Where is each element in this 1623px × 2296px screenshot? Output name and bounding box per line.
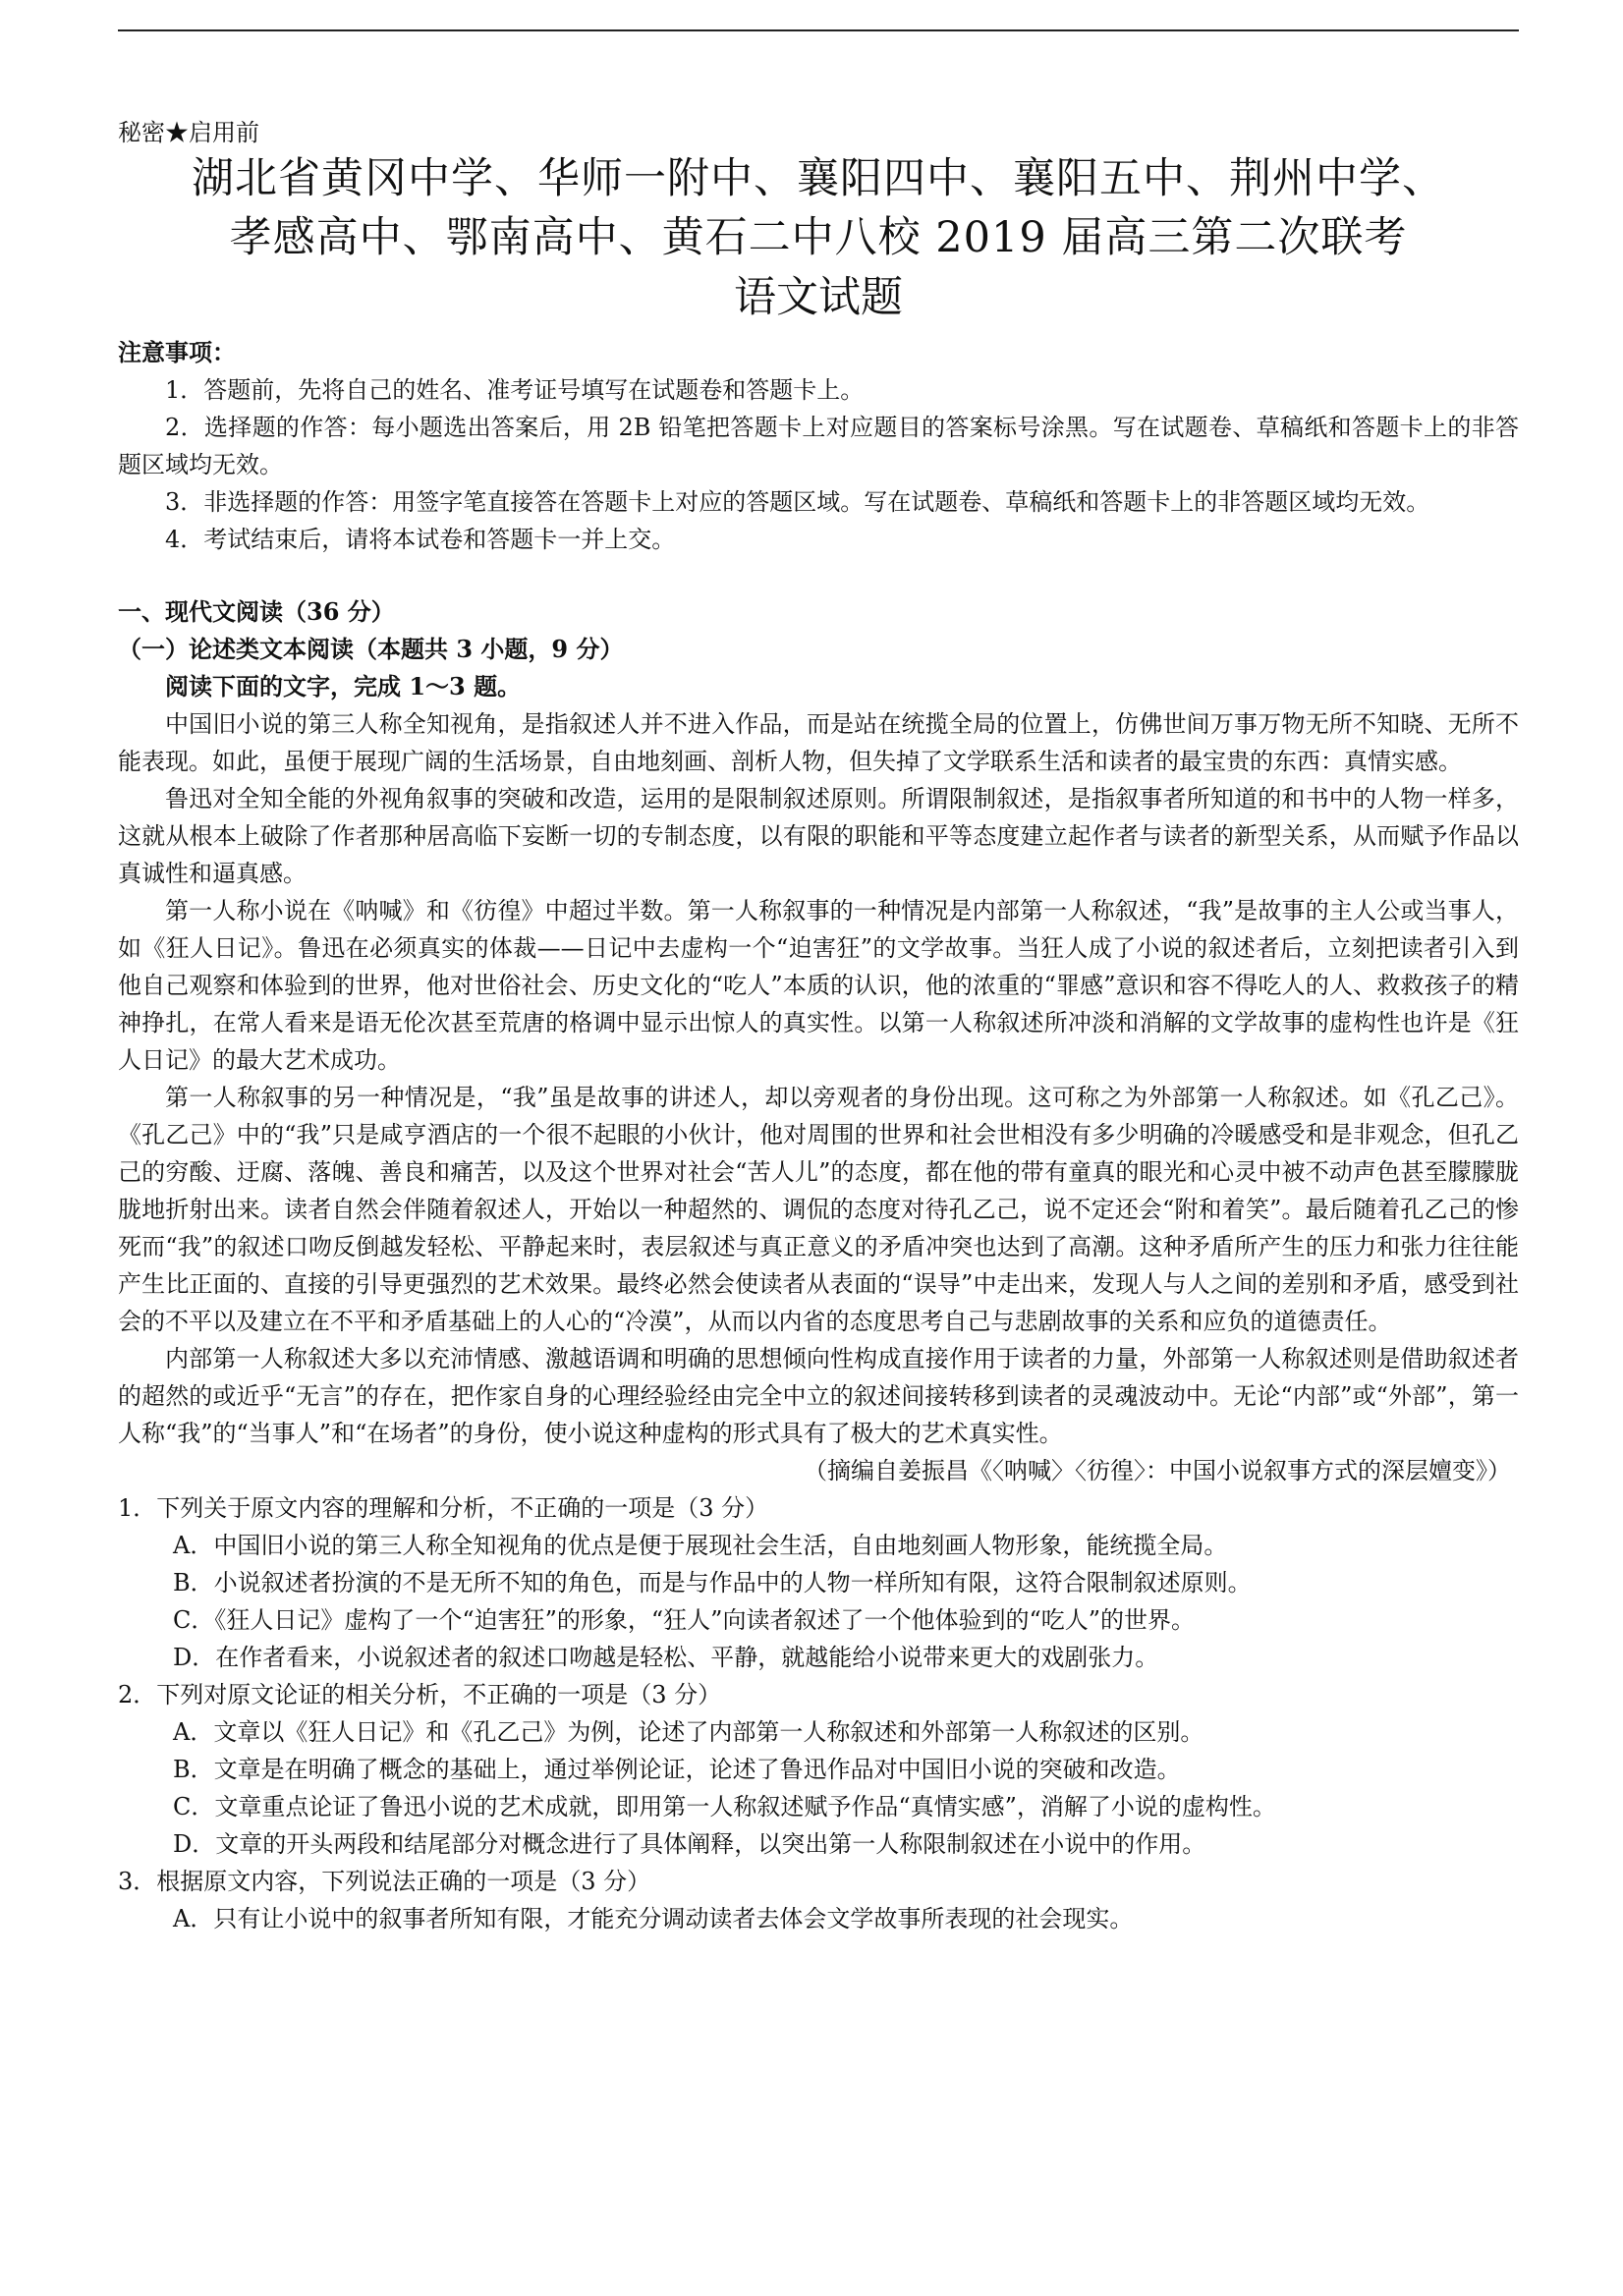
passage-paragraph: 中国旧小说的第三人称全知视角，是指叙述人并不进入作品，而是站在统揽全局的位置上，仿佛世间万事万物无所不知晓、无所不能表现。如此，虽便于展现广阔的生活场景，自由地刻画、剖析人物，但失掉了文学联系生活和读者的最宝贵的东西：真情实感。 <box>118 710 1519 775</box>
question-stem: 3．根据原文内容，下列说法正确的一项是（3 分） <box>118 1868 651 1895</box>
subsection-heading: （一）论述类文本阅读（本题共 3 小题，9 分） <box>118 635 624 663</box>
answer-option: A．只有让小说中的叙事者所知有限，才能充分调动读者去体会文学故事所表现的社会现实。 <box>173 1905 1134 1932</box>
top-rule <box>118 29 1519 31</box>
answer-option: A．文章以《狂人日记》和《孔乙己》为例，论述了内部第一人称叙述和外部第一人称叙述的区别。 <box>173 1718 1204 1746</box>
answer-option: B．小说叙述者扮演的不是无所不知的角色，而是与作品中的人物一样所知有限，这符合限制叙述原则。 <box>173 1569 1252 1596</box>
answer-option: C．文章重点论证了鲁迅小说的艺术成就，即用第一人称叙述赋予作品“真情实感”，消解了小说的虚构性。 <box>173 1793 1276 1820</box>
question-stem: 1．下列关于原文内容的理解和分析，不正确的一项是（3 分） <box>118 1494 769 1522</box>
passage-paragraph: 第一人称叙事的另一种情况是，“我”虽是故事的讲述人，却以旁观者的身份出现。这可称之为外部第一人称叙述。如《孔乙己》。《孔乙己》中的“我”只是咸亨酒店的一个很不起眼的小伙计，他对周围的世界和社会世相没有多少明确的冷暖感受和是非观念，但孔乙己的穷酸、迂腐、落魄、善良和痛苦，以及这个世界对社会“苦人儿”的态度，都在他的带有童真的眼光和心灵中被不动声色甚至朦朦胧胧地折射出来。读者自然会伴随着叙述人，开始以一种超然的、调侃的态度对待孔乙己，说不定还会“附和着笑”。最后随着孔乙己的惨死而“我”的叙述口吻反倒越发轻松、平静起来时，表层叙述与真正意义的矛盾冲突也达到了高潮。这种矛盾所产生的压力和张力往往能产生比正面的、直接的引导更强烈的艺术效果。最终必然会使读者从表面的“误导”中走出来，发现人与人之间的差别和矛盾，感受到社会的不平以及建立在不平和矛盾基础上的人心的“冷漠”，从而以内省的态度思考自己与悲剧故事的关系和应负的道德责任。 <box>118 1084 1519 1335</box>
exam-title-line-1: 湖北省黄冈中学、华师一附中、襄阳四中、襄阳五中、荆州中学、 <box>192 154 1445 203</box>
confidential-label: 秘密★启用前 <box>118 119 259 146</box>
answer-option: D．在作者看来，小说叙述者的叙述口吻越是轻松、平静，就越能给小说带来更大的戏剧张力。 <box>173 1644 1159 1671</box>
reading-instruction: 阅读下面的文字，完成 1～3 题。 <box>165 672 522 700</box>
notice-item: 3．非选择题的作答：用签字笔直接答在答题卡上对应的答题区域。写在试题卷、草稿纸和答题卡上的非答题区域均无效。 <box>165 488 1430 516</box>
passage-source: （摘编自姜振昌《〈呐喊〉〈彷徨〉：中国小说叙事方式的深层嬗变》） <box>804 1457 1511 1484</box>
passage-paragraph: 第一人称小说在《呐喊》和《彷徨》中超过半数。第一人称叙事的一种情况是内部第一人称叙述，“我”是故事的主人公或当事人，如《狂人日记》。鲁迅在必须真实的体裁——日记中去虚构一个“迫害狂”的文学故事。当狂人成了小说的叙述者后，立刻把读者引入到他自己观察和体验到的世界，他对世俗社会、历史文化的“吃人”本质的认识，他的浓重的“罪感”意识和容不得吃人的人、救救孩子的精神挣扎，在常人看来是语无伦次甚至荒唐的格调中显示出惊人的真实性。以第一人称叙述所冲淡和消解的文学故事的虚构性也许是《狂人日记》的最大艺术成功。 <box>118 897 1519 1074</box>
section-heading: 一、现代文阅读（36 分） <box>118 597 395 626</box>
notice-item: 2．选择题的作答：每小题选出答案后，用 2B 铅笔把答题卡上对应题目的答案标号涂黑。写在试题卷、草稿纸和答题卡上的非答题区域均无效。 <box>118 414 1519 478</box>
answer-option: B．文章是在明确了概念的基础上，通过举例论证，论述了鲁迅作品对中国旧小说的突破和改造。 <box>173 1756 1181 1783</box>
passage-paragraph: 鲁迅对全知全能的外视角叙事的突破和改造，运用的是限制叙述原则。所谓限制叙述，是指叙事者所知道的和书中的人物一样多，这就从根本上破除了作者那种居高临下妄断一切的专制态度，以有限的职能和平等态度建立起作者与读者的新型关系，从而赋予作品以真诚性和逼真感。 <box>118 785 1519 887</box>
answer-option: A．中国旧小说的第三人称全知视角的优点是便于展现社会生活，自由地刻画人物形象，能统揽全局。 <box>173 1532 1228 1559</box>
notice-item: 1．答题前，先将自己的姓名、准考证号填写在试题卷和答题卡上。 <box>165 376 865 404</box>
notice-item: 4．考试结束后，请将本试卷和答题卡一并上交。 <box>165 526 676 553</box>
answer-option: D．文章的开头两段和结尾部分对概念进行了具体阐释，以突出第一人称限制叙述在小说中的作用。 <box>173 1830 1206 1858</box>
subject-title: 语文试题 <box>734 273 903 322</box>
answer-option: C．《狂人日记》虚构了一个“迫害狂”的形象，“狂人”向读者叙述了一个他体验到的“吃人”的世界。 <box>173 1606 1195 1634</box>
notice-heading: 注意事项： <box>118 338 236 366</box>
exam-title-line-2: 孝感高中、鄂南高中、黄石二中八校 2019 届高三第二次联考 <box>229 213 1408 262</box>
passage-paragraph: 内部第一人称叙述大多以充沛情感、激越语调和明确的思想倾向性构成直接作用于读者的力量，外部第一人称叙述则是借助叙述者的超然的或近乎“无言”的存在，把作家自身的心理经验经由完全中立的叙述间接转移到读者的灵魂波动中。无论“内部”或“外部”，第一人称“我”的“当事人”和“在场者”的身份，使小说这种虚构的形式具有了极大的艺术真实性。 <box>118 1345 1519 1447</box>
document-body <box>118 116 1519 1937</box>
question-stem: 2．下列对原文论证的相关分析，不正确的一项是（3 分） <box>118 1681 722 1708</box>
